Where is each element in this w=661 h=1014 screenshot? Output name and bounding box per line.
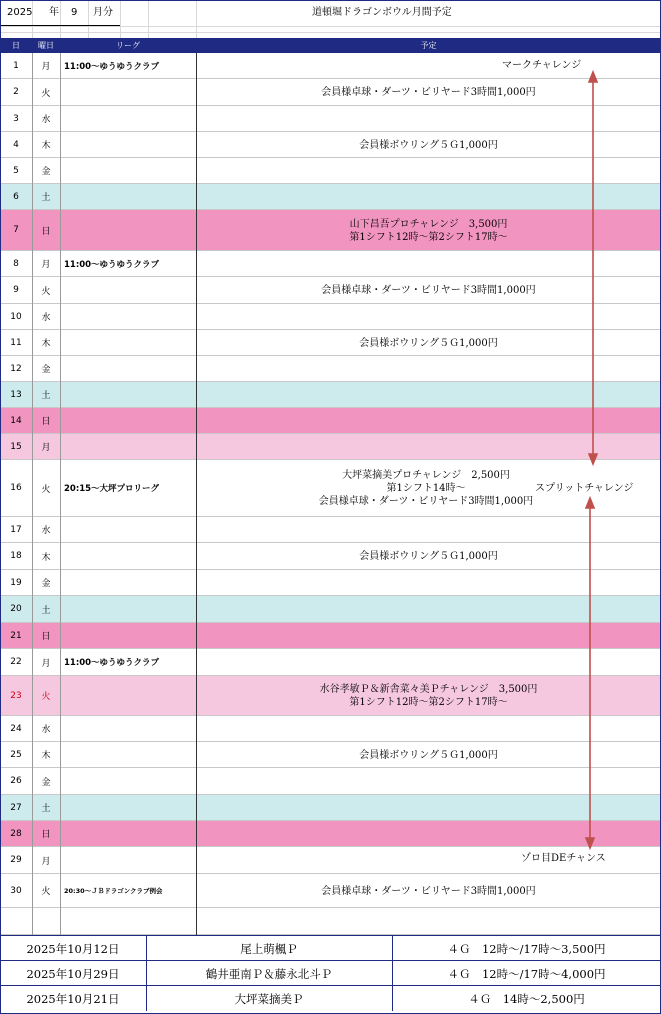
league-entry: 20:30～ＪＢドラゴンクラブ例会 — [64, 887, 163, 895]
weekday: 水 — [41, 725, 51, 735]
day-number: 5 — [13, 165, 19, 176]
weekday: 木 — [41, 339, 51, 349]
calendar-row — [0, 874, 661, 908]
arrow-head-up-icon — [586, 498, 594, 508]
weekday: 水 — [41, 115, 51, 125]
arrow-head-down-icon — [586, 838, 594, 848]
calendar-row — [0, 304, 661, 330]
upcoming-event-row — [0, 985, 661, 1010]
plan-line: 会員様卓球・ダーツ・ビリヤード3時間1,000円 — [321, 285, 536, 296]
event-pro: 尾上萌楓Ｐ — [240, 941, 298, 956]
calendar-row — [0, 79, 661, 106]
day-number: 10 — [10, 311, 22, 322]
event-date: 2025年10月21日 — [26, 991, 120, 1006]
calendar-row — [0, 434, 661, 460]
day-number: 23 — [10, 690, 22, 701]
weekday: 月 — [41, 260, 51, 270]
day-number: 22 — [10, 657, 22, 667]
header-year: 2025 — [7, 7, 33, 18]
day-number: 25 — [10, 749, 22, 760]
weekday: 月 — [41, 856, 51, 867]
calendar-row — [0, 330, 661, 356]
day-number: 16 — [10, 483, 22, 493]
plan-line: 会員様ボウリング５Ｇ1,000円 — [359, 140, 498, 151]
weekday: 月 — [41, 443, 51, 453]
zorome-label: ゾロ目DEチャンス — [521, 853, 606, 864]
plan-line: 会員様卓球・ダーツ・ビリヤード3時間1,000円 — [321, 886, 536, 897]
weekday: 土 — [41, 193, 51, 203]
calendar-row — [0, 795, 661, 821]
header-month-suffix: 月分 — [93, 7, 113, 18]
plan-line: 会員様卓球・ダーツ・ビリヤード3時間1,000円 — [318, 496, 534, 507]
event-date: 2025年10月29日 — [26, 966, 120, 981]
col-header-day: 日 — [12, 41, 20, 50]
weekday: 日 — [41, 830, 51, 840]
day-number: 18 — [10, 551, 22, 561]
empty-row — [0, 907, 661, 935]
day-number: 19 — [10, 577, 22, 588]
upcoming-event-row — [0, 935, 661, 960]
day-number: 30 — [10, 885, 22, 896]
weekday: 日 — [41, 632, 51, 642]
header-year-suffix: 年 — [49, 7, 59, 18]
day-number: 26 — [10, 776, 22, 786]
weekday: 日 — [41, 226, 51, 237]
weekday: 火 — [41, 88, 51, 99]
calendar-row — [0, 742, 661, 768]
plan-line: 第1シフト12時～第2シフト17時～ — [349, 697, 508, 708]
plan-line: 会員様ボウリング５Ｇ1,000円 — [359, 338, 498, 349]
day-number: 17 — [10, 524, 22, 535]
day-number: 24 — [10, 723, 22, 734]
calendar-row — [0, 382, 661, 408]
mark-challenge-label: マークチャレンジ — [502, 60, 582, 71]
plan-line: 第1シフト12時～第2シフト17時～ — [349, 232, 508, 243]
col-header-weekday: 曜日 — [38, 41, 54, 50]
day-number: 21 — [10, 630, 22, 641]
day-number: 27 — [10, 802, 22, 813]
weekday: 水 — [41, 313, 51, 323]
day-number: 8 — [13, 258, 19, 269]
day-number: 15 — [10, 441, 22, 452]
day-number: 29 — [10, 855, 22, 865]
calendar-row — [0, 596, 661, 623]
weekday: 火 — [41, 484, 51, 495]
col-header-league: リーグ — [116, 41, 140, 50]
event-detail: ４Ｇ 12時～/17時～4,000円 — [447, 966, 606, 981]
weekday: 木 — [41, 552, 51, 563]
day-number: 4 — [13, 139, 19, 150]
weekday: 金 — [41, 167, 51, 177]
calendar-row — [0, 676, 661, 716]
weekday: 土 — [41, 804, 51, 814]
calendar-row — [0, 184, 661, 210]
event-detail: ４Ｇ 12時～/17時～3,500円 — [447, 941, 606, 956]
calendar-row — [0, 623, 661, 649]
event-detail: ４Ｇ 14時～2,500円 — [468, 991, 585, 1006]
weekday: 日 — [41, 417, 51, 427]
calendar-row — [0, 517, 661, 543]
plan-entry — [196, 885, 661, 898]
calendar-row — [0, 821, 661, 847]
calendar-row — [0, 649, 661, 676]
weekday: 土 — [41, 391, 51, 401]
calendar-row — [0, 132, 661, 158]
league-entry: 11:00～ゆうゆうクラブ — [64, 658, 160, 668]
day-number: 14 — [10, 415, 22, 426]
upcoming-event-row — [0, 960, 661, 985]
split-challenge-label: スプリットチャレンジ — [535, 483, 634, 494]
day-number: 9 — [13, 285, 19, 295]
calendar-row — [0, 158, 661, 184]
event-pro: 鶴井亜南Ｐ＆藤永北斗Ｐ — [205, 966, 333, 981]
calendar-row — [0, 210, 661, 251]
calendar-row — [0, 106, 661, 132]
weekday: 金 — [41, 365, 51, 375]
plan-line: 大坪菜摘美プロチャレンジ 2,500円 — [342, 470, 510, 481]
league-entry: 11:00～ゆうゆうクラブ — [64, 259, 160, 270]
calendar-row — [0, 716, 661, 742]
plan-line: 水谷孝敏Ｐ＆新舎菜々美Ｐチャレンジ 3,500円 — [319, 684, 538, 695]
arrow-head-down-icon — [589, 454, 597, 464]
league-entry: 20:15～大坪プロリーグ — [64, 484, 160, 494]
weekday: 金 — [41, 777, 51, 788]
plan-line: 山下昌吾プロチャレンジ 3,500円 — [349, 219, 508, 230]
header-month: 9 — [71, 7, 78, 18]
event-date: 2025年10月12日 — [26, 941, 120, 956]
col-header-plan: 予定 — [420, 41, 437, 50]
plan-line: 会員様卓球・ダーツ・ビリヤード3時間1,000円 — [321, 87, 536, 98]
day-number: 28 — [10, 828, 22, 839]
plan-line: 会員様ボウリング５Ｇ1,000円 — [359, 750, 498, 761]
league-entry: 11:00～ゆうゆうクラブ — [64, 61, 160, 72]
calendar-row — [0, 570, 661, 596]
weekday: 土 — [41, 605, 51, 616]
weekday: 木 — [41, 141, 51, 151]
weekday: 火 — [41, 887, 51, 897]
calendar-row — [0, 543, 661, 570]
weekday: 水 — [41, 526, 51, 536]
day-number: 2 — [13, 87, 19, 97]
plan-line: 会員様ボウリング５Ｇ1,000円 — [359, 551, 498, 562]
arrow-head-up-icon — [589, 72, 597, 82]
day-number: 1 — [13, 60, 19, 71]
weekday: 月 — [41, 62, 51, 72]
plan-line: 第1シフト14時～ — [386, 483, 466, 494]
calendar-row — [0, 251, 661, 277]
day-number: 12 — [10, 363, 22, 374]
day-number: 13 — [10, 389, 22, 400]
day-number: 20 — [10, 604, 22, 614]
weekday: 火 — [41, 692, 51, 702]
weekday: 火 — [41, 286, 51, 297]
calendar-row — [0, 277, 661, 304]
calendar-row — [0, 356, 661, 382]
calendar-row — [0, 408, 661, 434]
weekday: 木 — [41, 751, 51, 761]
event-pro: 大坪菜摘美Ｐ — [234, 991, 304, 1006]
weekday: 金 — [41, 579, 51, 589]
calendar-row — [0, 768, 661, 795]
day-number: 7 — [13, 225, 19, 235]
day-number: 3 — [13, 113, 19, 124]
period-arrows — [580, 70, 610, 860]
page-title: 道頓堀ドラゴンボウル月間予定 — [312, 7, 452, 18]
day-number: 11 — [10, 337, 22, 348]
weekday: 月 — [41, 658, 51, 669]
day-number: 6 — [13, 191, 19, 202]
